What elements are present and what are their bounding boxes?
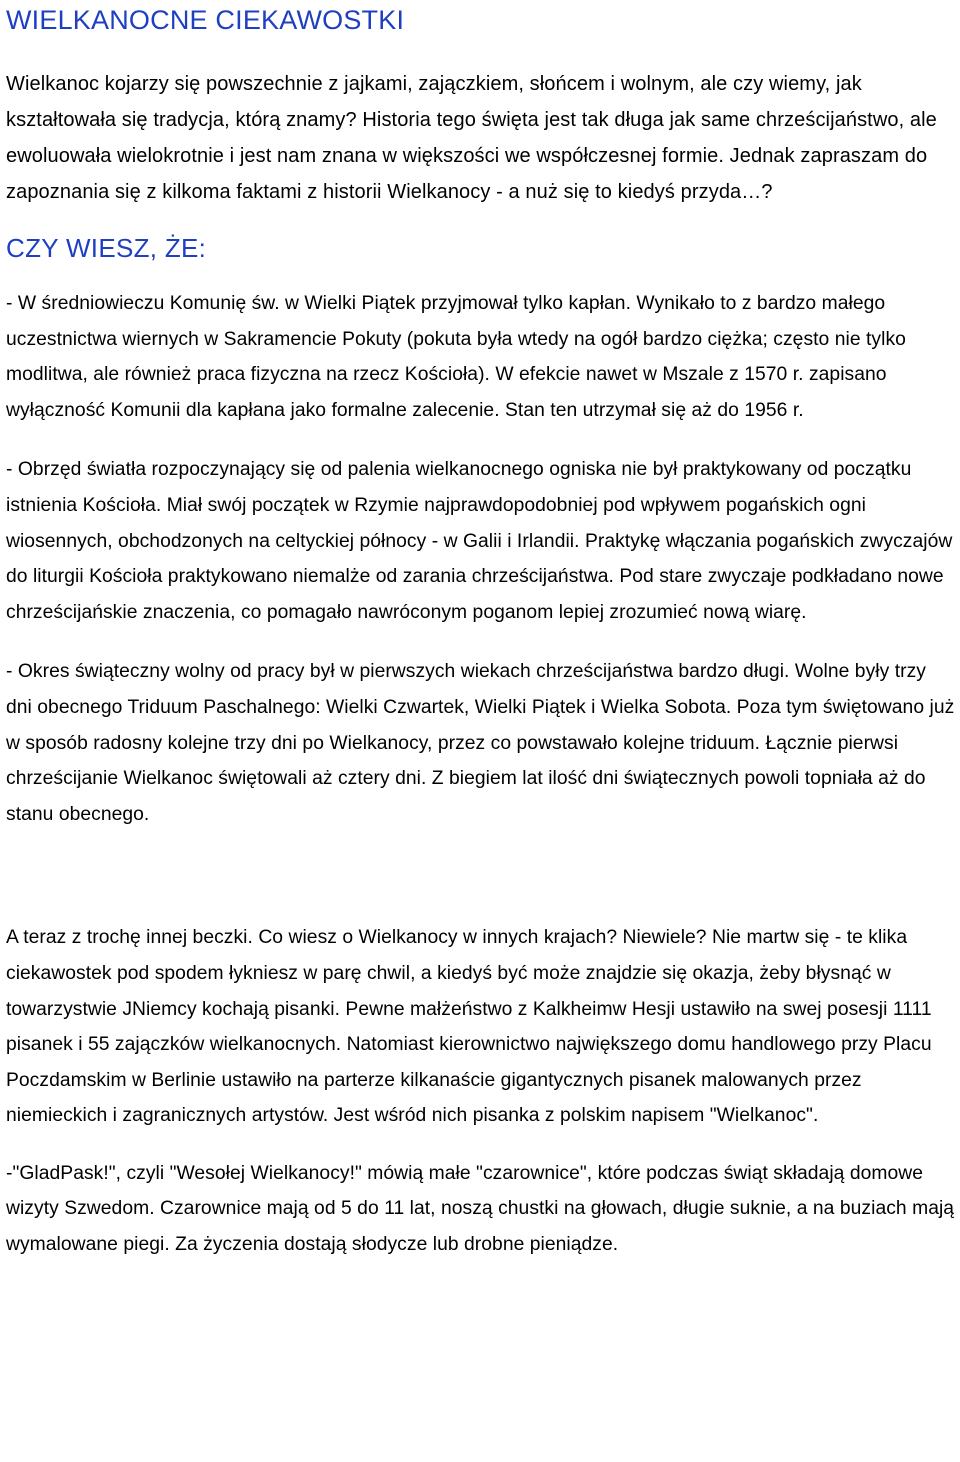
fact-paragraph-communion: - W średniowieczu Komunię św. w Wielki Piątek przyjmował tylko kapłan. Wynikało to z bardzo małego uczestnictwa wiernych w Sakramencie Pokuty (pokuta była wtedy na ogół bardzo ciężka; często nie tylko modlitwa, ale również praca fizyczna na rzecz Kościoła). W efekcie nawet w Mszale z 1570 r. zapisano wyłączność Komunii dla kapłana jako formalne zalecenie. Stan ten utrzymał się aż do 1956 r. [6, 293, 906, 421]
fact-paragraph-holiday-period: - Okres świąteczny wolny od pracy był w pierwszych wiekach chrześcijaństwa bardzo długi. Wolne były trzy dni obecnego Triduum Paschalnego: Wielki Czwartek, Wielki Piątek i Wielka Sobota. Poza tym świętowano już w sposób radosny kolejne trzy dni po Wielkanocy, przez co powstawało kolejne triduum. Łącznie pierwsi chrześcijanie Wielkanoc świętowali aż cztery dni. Z biegiem lat ilość dni świątecznych powoli topniała aż do stanu obecnego. [6, 661, 955, 825]
intro-paragraph: Wielkanoc kojarzy się powszechnie z jajkami, zajączkiem, słońcem i wolnym, ale czy wiemy, jak kształtowała się tradycja, którą znamy? Historia tego święta jest tak długa jak same chrześcijaństwo, ale ewoluowała wielokrotnie i jest nam znana w większości we współczesnej formie. Jednak zapraszam do zapoznania się z kilkoma faktami z historii Wielkanocy - a nuż się to kiedyś przyda…? [6, 73, 937, 203]
fact-paragraph-sweden: -"GladPask!", czyli "Wesołej Wielkanocy!" mówią małe "czarownice", które podczas świąt składają domowe wizyty Szwedom. Czarownice mają od 5 do 11 lat, noszą chustki na głowach, długie suknie, a na buziach mają wymalowane piegi. Za życzenia dostają słodycze lub drobne pieniądze. [6, 1162, 955, 1256]
page-title: WIELKANOCNE CIEKAWOSTKI [6, 5, 405, 35]
fact-paragraph-light-rite: - Obrzęd światła rozpoczynający się od palenia wielkanocnego ogniska nie był praktykowany od początku istnienia Kościoła. Miał swój początek w Rzymie najprawdopodobniej pod wpływem pogańskich ogni wiosennych, obchodzonych na celtyckiej północy - w Galii i Irlandii. Praktykę włączania pogańskich zwyczajów do liturgii Kościoła praktykowano niemalże od zarania chrześcijaństwa. Pod stare zwyczaje podkładano nowe chrześcijańskie znaczenia, co pomagało nawróconym poganom lepiej zrozumieć nową wiarę. [6, 459, 953, 623]
document-page [6, 0, 956, 1263]
section-heading: CZY WIESZ, ŻE: [6, 233, 207, 263]
fact-paragraph-other-countries: A teraz z trochę innej beczki. Co wiesz o Wielkanocy w innych krajach? Niewiele? Nie martw się - te klika ciekawostek pod spodem łykniesz w parę chwil, a kiedyś być może znajdzie się okazja, żeby błysnąć w towarzystwie JNiemcy kochają pisanki. Pewne małżeństwo z Kalkheimw Hesji ustawiło na swej posesji 1111 pisanek i 55 zajączków wielkanocnych. Natomiast kierownictwo największego domu handlowego przy Placu Poczdamskim w Berlinie ustawiło na parterze kilkanaście gigantycznych pisanek malowanych przez niemieckich i zagranicznych artystów. Jest wśród nich pisanka z polskim napisem "Wielkanoc". [6, 927, 932, 1127]
